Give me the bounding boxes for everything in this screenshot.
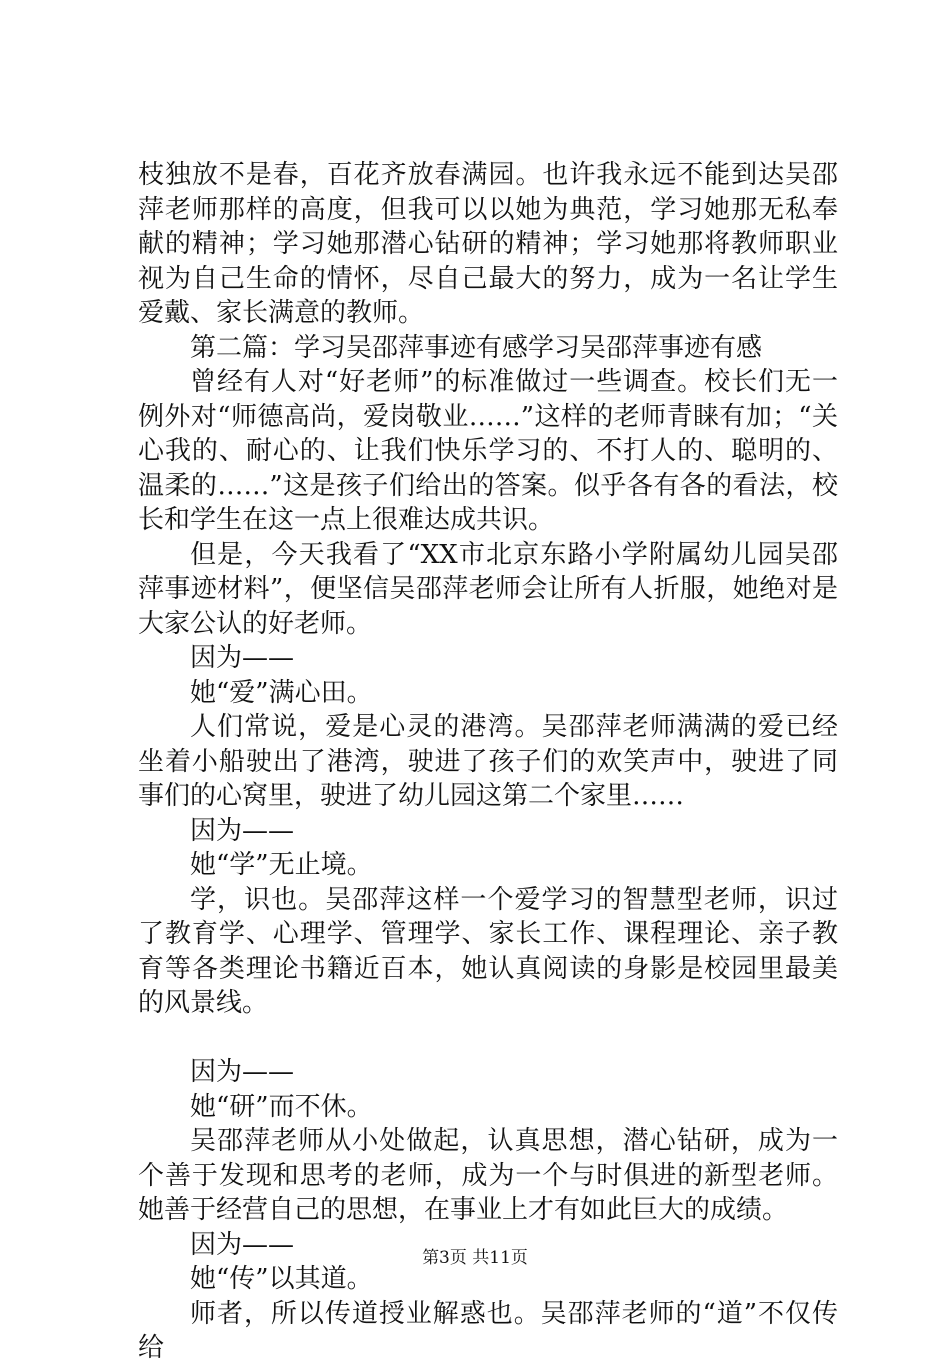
subheading-love: 她“爱”满心田。 — [190, 677, 373, 708]
page-number-footer: 第3页 共11页 — [422, 1248, 528, 1268]
paragraph-1: 枝独放不是春，百花齐放春满园。也许我永远不能到达吴邵萍老师那样的高度，但我可以以她为典范，学习她那无私奉献的精神；学习她那潜心钻研的精神；学习她那将教师职业视为自己生命的情怀，尽自己最大的努力，成为一名让学生爱戴、家长满意的教师。 — [138, 160, 838, 328]
because-line-3: 因为—— — [190, 1057, 295, 1087]
subheading-teach: 她“传”以其道。 — [190, 1264, 373, 1294]
because-line-2: 因为—— — [190, 815, 295, 846]
because-line-1: 因为—— — [190, 643, 295, 673]
document-body — [138, 158, 838, 1366]
section-heading-part-2: 第二篇：学习吴邵萍事迹有感学习吴邵萍事迹有感 — [190, 332, 763, 363]
paragraph-3: 但是，今天我看了“XX市北京东路小学附属幼儿园吴邵萍事迹材料”，便坚信吴邵萍老师会让所有人折服，她绝对是大家公认的好老师。 — [138, 539, 838, 639]
because-line-4: 因为—— — [190, 1229, 295, 1260]
subheading-research: 她“研”而不休。 — [190, 1091, 373, 1122]
paragraph-learn: 学，识也。吴邵萍这样一个爱学习的智慧型老师，识过了教育学、心理学、管理学、家长工作、课程理论、亲子教育等各类理论书籍近百本，她认真阅读的身影是校园里最美的风景线。 — [138, 884, 838, 1018]
subheading-learn: 她“学”无止境。 — [190, 850, 373, 880]
paragraph-2: 曾经有人对“好老师”的标准做过一些调查。校长们无一例外对“师德高尚，爱岗敬业……”这样的老师青睐有加；“关心我的、耐心的、让我们快乐学习的、不打人的、聪明的、温柔的……”这是孩子们给出的答案。似乎各有各的看法，校长和学生在这一点上很难达成共识。 — [138, 367, 838, 535]
paragraph-love: 人们常说，爱是心灵的港湾。吴邵萍老师满满的爱已经坐着小船驶出了港湾，驶进了孩子们的欢笑声中，驶进了同事们的心窝里，驶进了幼儿园这第二个家里…… — [138, 712, 838, 811]
paragraph-teach: 师者，所以传道授业解惑也。吴邵萍老师的“道”不仅传给 — [138, 1298, 838, 1363]
paragraph-research: 吴邵萍老师从小处做起，认真思想，潜心钻研，成为一个善于发现和思考的老师，成为一个与时俱进的新型老师。她善于经营自己的思想，在事业上才有如此巨大的成绩。 — [138, 1126, 838, 1225]
blank-line — [138, 1021, 838, 1056]
